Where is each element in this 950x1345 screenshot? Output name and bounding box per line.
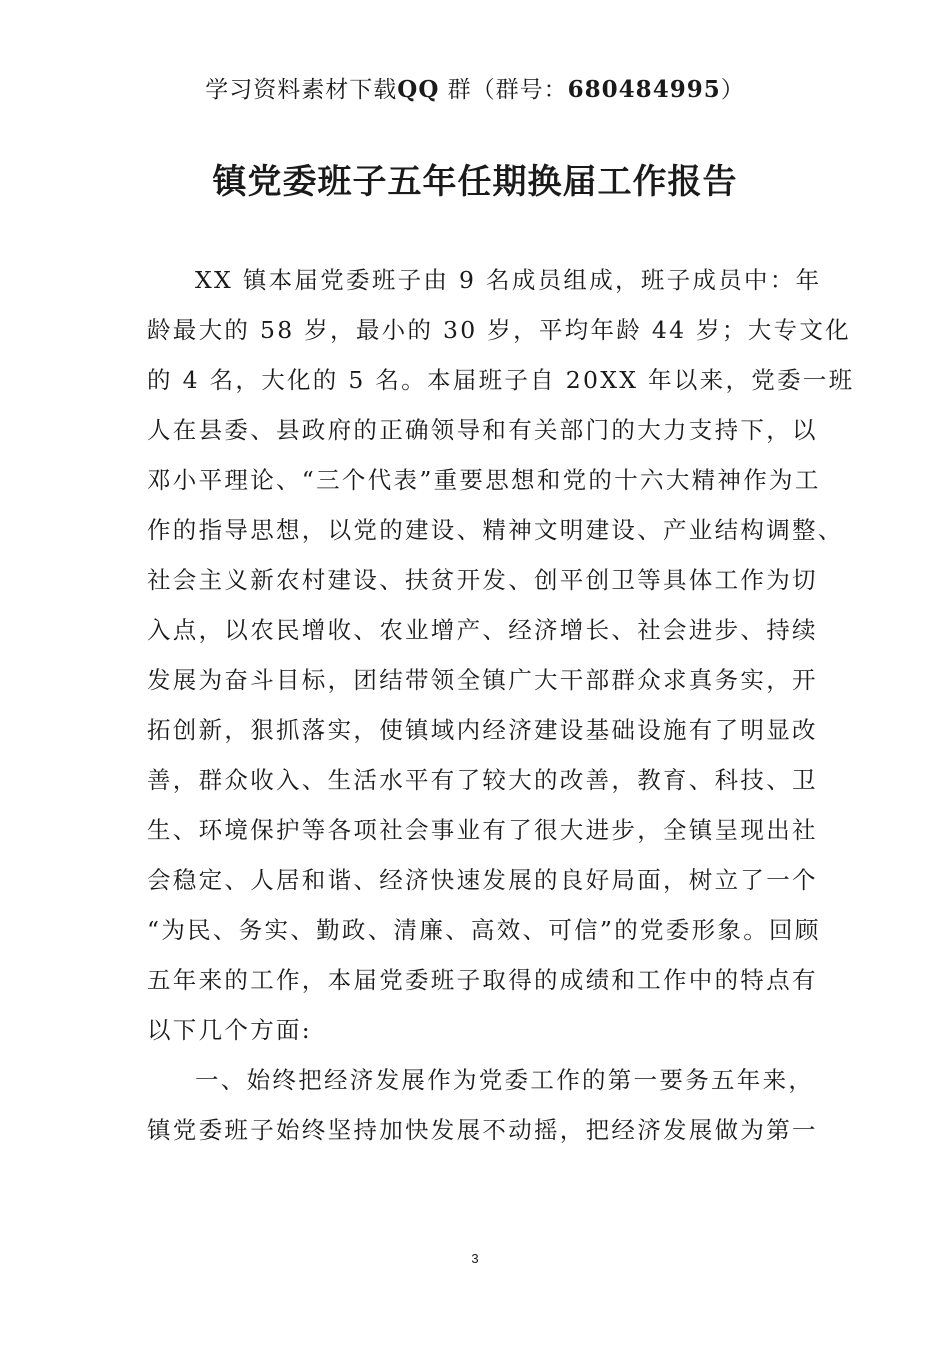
page-number: 3 — [471, 1251, 479, 1266]
paragraph-line: 邓小平理论、“三个代表”重要思想和党的十六大精神作为工 — [147, 466, 821, 494]
paragraph-line: 社会主义新农村建设、扶贫开发、创平创卫等具体工作为切 — [147, 566, 818, 594]
paragraph-line: 五年来的工作，本届党委班子取得的成绩和工作中的特点有 — [147, 966, 818, 994]
paragraph-line: 一、始终把经济发展作为党委工作的第一要务五年来， — [195, 1066, 815, 1094]
document-body — [147, 255, 855, 1155]
paragraph-line: 的 4 名，大化的 5 名。本届班子自 20XX 年以来，党委一班 — [147, 366, 855, 394]
paragraph-line: 以下几个方面: — [147, 1016, 313, 1044]
paragraph-line: 会稳定、人居和谐、经济快速发展的良好局面，树立了一个 — [147, 866, 818, 894]
header-text-prefix: 学习资料素材下载 — [205, 77, 398, 103]
paragraph-line: 龄最大的 58 岁，最小的 30 岁，平均年龄 44 岁；大专文化 — [147, 316, 851, 344]
paragraph-line: 生、环境保护等各项社会事业有了很大进步，全镇呈现出社 — [147, 816, 818, 844]
paragraph-line: 发展为奋斗目标，团结带领全镇广大干部群众求真务实，开 — [147, 666, 818, 694]
header-text-suffix: ） — [720, 77, 745, 103]
paragraph-line: 拓创新，狠抓落实，使镇域内经济建设基础设施有了明显改 — [147, 716, 818, 744]
paragraph-line: 作的指导思想，以党的建设、精神文明建设、产业结构调整、 — [147, 516, 844, 544]
header-group-number: 680484995 — [567, 76, 721, 103]
header-qq: QQ — [397, 76, 440, 103]
paragraph-line: “为民、务实、勤政、清廉、高效、可信”的党委形象。回顾 — [147, 916, 821, 944]
paragraph-line: 人在县委、县政府的正确领导和有关部门的大力支持下，以 — [147, 416, 818, 444]
page-header — [0, 74, 950, 106]
paragraph-line: XX 镇本届党委班子由 9 名成员组成，班子成员中：年 — [195, 266, 822, 294]
header-text-middle: 群（群号： — [439, 77, 568, 103]
document-title: 镇党委班子五年任期换届工作报告 — [212, 162, 738, 202]
paragraph-line: 入点，以农民增收、农业增产、经济增长、社会进步、持续 — [147, 616, 818, 644]
paragraph-line: 善，群众收入、生活水平有了较大的改善，教育、科技、卫 — [147, 766, 818, 794]
paragraph-line: 镇党委班子始终坚持加快发展不动摇，把经济发展做为第一 — [147, 1116, 818, 1144]
